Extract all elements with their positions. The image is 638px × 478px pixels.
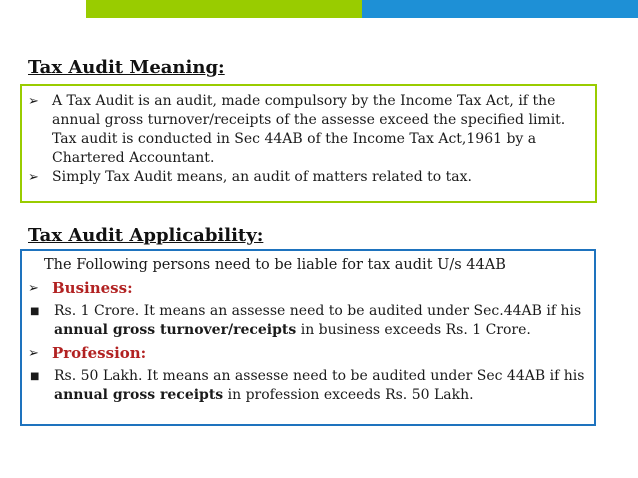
arrow-bullet-icon: ➢ bbox=[28, 94, 39, 109]
tax-audit-applicability-heading: Tax Audit Applicability: bbox=[28, 225, 264, 246]
list-item bbox=[28, 302, 586, 340]
list-item bbox=[28, 344, 586, 363]
list-item bbox=[28, 168, 587, 187]
business-description: Rs. 1 Crore. It means an assesse need to be audited under Sec.44AB if his annual gross turnover/receipts in business exceeds Rs. 1 Crore. bbox=[54, 303, 582, 338]
tax-audit-meaning-heading: Tax Audit Meaning: bbox=[28, 57, 225, 78]
arrow-bullet-icon: ➢ bbox=[28, 281, 39, 296]
profession-label: Profession: bbox=[52, 344, 147, 362]
list-item bbox=[28, 92, 587, 168]
business-label: Business: bbox=[52, 279, 133, 297]
list-item bbox=[28, 279, 586, 298]
applicability-box bbox=[20, 249, 596, 426]
arrow-bullet-icon: ➢ bbox=[28, 346, 39, 361]
applicability-intro: The Following persons need to be liable for tax audit U/s 44AB bbox=[44, 257, 506, 273]
top-blue-bar bbox=[362, 0, 638, 18]
meaning-box bbox=[20, 84, 597, 203]
top-green-bar bbox=[86, 0, 362, 18]
square-bullet-icon: ■ bbox=[30, 371, 40, 382]
square-bullet-icon: ■ bbox=[30, 306, 40, 317]
profession-description: Rs. 50 Lakh. It means an assesse need to be audited under Sec 44AB if his annual gross receipts in profession exceeds Rs. 50 Lakh. bbox=[54, 368, 585, 403]
list-item bbox=[28, 367, 586, 405]
meaning-bullet-2: Simply Tax Audit means, an audit of matters related to tax. bbox=[52, 169, 472, 185]
arrow-bullet-icon: ➢ bbox=[28, 170, 39, 185]
meaning-bullet-1: A Tax Audit is an audit, made compulsory by the Income Tax Act, if the annual gross turnover/receipts of the assesse exceed the specified limit. Tax audit is conducted in Sec 44AB of the Income Tax Act,1961 by a Chartered Accountant. bbox=[52, 93, 566, 166]
